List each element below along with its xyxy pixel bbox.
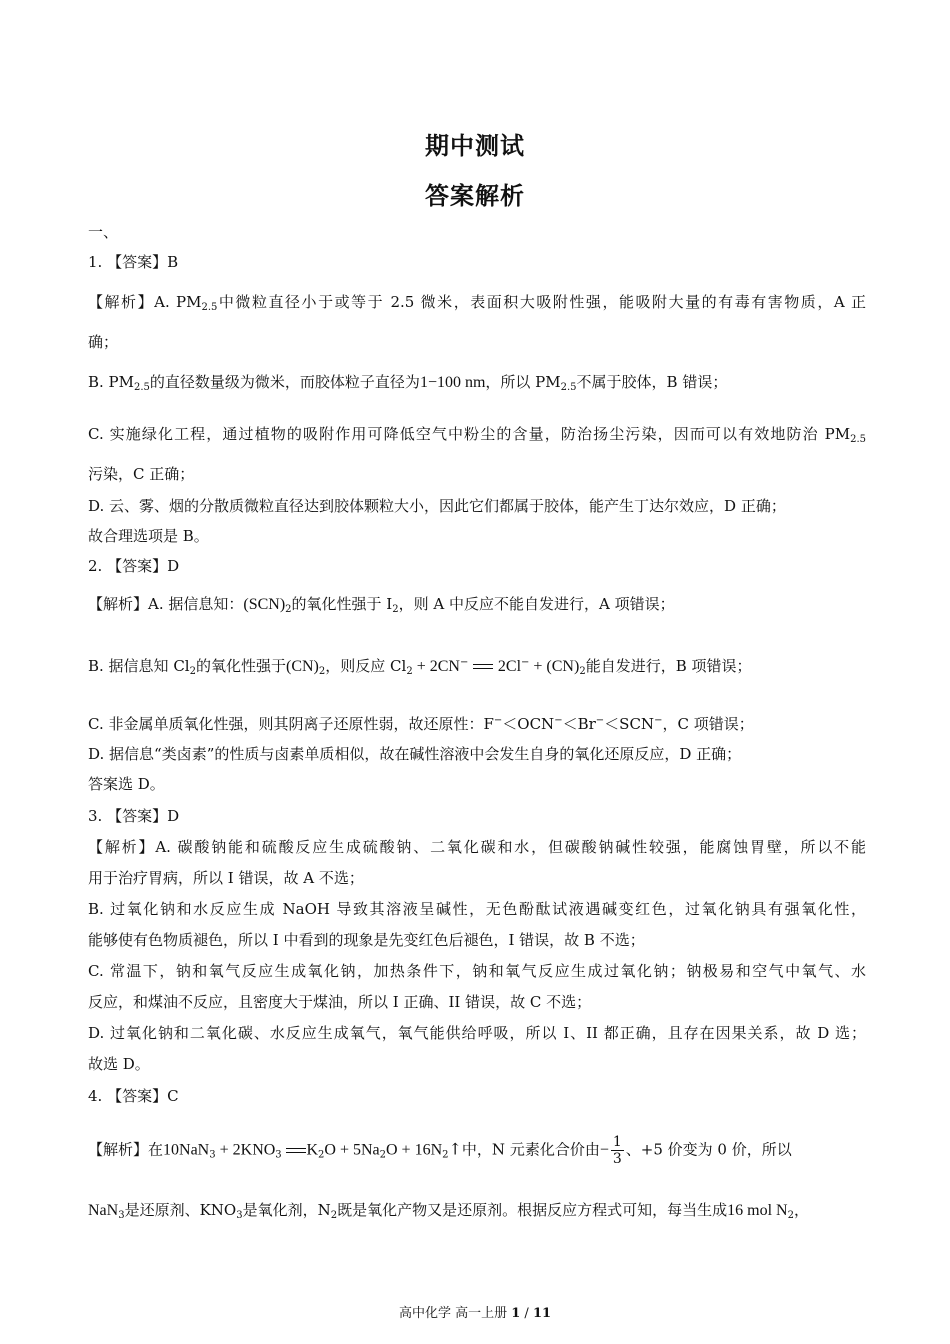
text: 的氧化性强于 I [291,595,393,613]
text: 【解析】在 [88,1140,164,1159]
text: ，则 A 中反应不能自发进行，A 项错误； [398,595,675,613]
q1-analysis-a [88,292,866,312]
q1-analysis-b [88,372,866,393]
q4-answer: 4. 【答案】C [88,1087,179,1105]
text: B. PM [88,373,135,391]
q1-analysis-c-cont: 污染，C 正确； [88,465,195,483]
fraction-denominator: 3 [612,1151,622,1167]
formula: NaN [88,1202,119,1219]
text: 不属于胶体，B 错误； [576,373,728,391]
q1-answer: 1. 【答案】B [88,253,179,271]
text: ＜Br [562,715,596,733]
text: 是氧化剂，N [242,1201,331,1219]
formula: (SCN) [243,596,286,613]
q3-answer: 3. 【答案】D [88,807,180,825]
subscript: 3 [209,1149,216,1161]
page-subtitle: 答案解析 [425,182,525,210]
q2-analysis-b [88,656,866,677]
q2-answer: 2. 【答案】D [88,557,180,575]
formula: 2Cl [497,658,522,675]
formula: O + 16N [386,1141,443,1159]
section-heading: 一、 [88,223,119,241]
equals-sign [286,1146,306,1156]
subscript: 2 [442,1149,449,1161]
text: 【解析】A. 据信息知： [88,595,244,613]
text: 能自发进行，B 项错误； [585,657,752,675]
page-total: 11 [532,1306,552,1321]
minus-sign: − [599,1141,609,1159]
q3-analysis-a2: 用于治疗胃病，所以 I 错误，故 A 不选； [88,869,364,887]
footer-course: 高中化学 高一上册 [398,1306,512,1321]
q1-conclusion: 故合理选项是 B。 [88,527,209,545]
text: ＜OCN [502,715,555,733]
arrow-up-icon: ↑ [448,1139,462,1159]
page-number: 1 [511,1306,521,1321]
subscript: 2.5 [560,382,577,393]
formula: + (CN) [529,658,580,675]
q3-analysis-c2: 反应，和煤油不反应，且密度大于煤油，所以 I 正确、II 错误，故 C 不选； [88,993,592,1011]
q1-analysis-c [88,424,866,444]
subscript: 3 [275,1149,282,1161]
q2-analysis-c [88,714,866,734]
page-separator: / [520,1306,533,1321]
page-title: 期中测试 [425,132,525,160]
formula: + 2CN [412,658,460,675]
text: B. 据信息知 Cl [88,657,190,675]
subscript: 3 [118,1210,125,1221]
text: ，则反应 Cl [325,657,407,675]
q3-analysis-c1: C. 常温下，钠和氧气反应生成氧化钠，加热条件下，钠和氧气反应生成过氧化钠；钠极易和空气中氧气、水 [88,962,866,980]
subscript: 2 [285,604,292,615]
text: 中，N 元素化合价由 [461,1140,600,1159]
fraction [611,1134,624,1167]
subscript: 2 [579,666,586,677]
formula: + 2KNO [215,1141,276,1159]
size-range: 1−100 nm [419,374,486,391]
q3-analysis-d1: D. 过氧化钠和二氧化碳、水反应生成氧气，氧气能供给呼吸，所以 I、II 都正确，且存在因果关系，故 D 选； [88,1024,866,1042]
superscript: − [595,715,605,726]
text: 是还原剂、KNO [124,1201,237,1219]
subscript: 2 [379,1149,386,1161]
superscript: − [493,715,503,726]
subscript: 2 [330,1210,338,1221]
subscript: 2 [318,1149,325,1161]
equals-sign [473,662,493,672]
text: 既是氧化产物又是还原剂。根据反应方程式可知，每当生成 [337,1201,728,1219]
superscript: − [521,657,530,668]
subscript: 3 [236,1210,243,1221]
q3-analysis-b2: 能够使有色物质褪色，所以 I 中看到的现象是先变红色后褪色，I 错误，故 B 不选； [88,931,645,949]
formula: O + 5Na [324,1141,380,1159]
q3-analysis-a1: 【解析】A. 碳酸钠能和硫酸反应生成硫酸钠、二氧化碳和水，但碳酸钠碱性较强，能腐蚀胃壁，所以不能 [88,838,866,856]
text: ＜SCN [604,715,655,733]
text: 【解析】A. PM [88,293,202,311]
subscript: 2 [787,1210,794,1221]
formula: 10NaN [163,1141,210,1159]
text: 、+5 价变为 0 价，所以 [625,1140,792,1159]
q4-analysis-1 [88,1134,866,1167]
subscript: 2 [392,604,399,615]
subscript: 2.5 [201,302,218,313]
text: C. 非金属单质氧化性强，则其阴离子还原性弱，故还原性：F [88,715,494,733]
q4-analysis-2 [88,1200,866,1221]
formula: 16 mol N [727,1202,788,1219]
text: ， [793,1201,809,1219]
q2-analysis-d: D. 据信息“类卤素”的性质与卤素单质相似，故在碱性溶液中会发生自身的氧化还原反应，D 正确； [88,745,742,763]
subscript: 2 [318,666,326,677]
subscript: 2 [406,666,413,677]
subscript: 2 [189,666,196,677]
q2-conclusion: 答案选 D。 [88,775,165,793]
q3-analysis-b1: B. 过氧化钠和水反应生成 NaOH 导致其溶液呈碱性，无色酚酞试液遇碱变红色，过氧化钠具有强氧化性， [88,900,866,918]
subscript: 2.5 [134,382,150,393]
superscript: − [459,657,469,668]
formula: (CN) [286,658,319,675]
q2-analysis-a [88,594,866,615]
q1-analysis-a-cont: 确； [88,333,119,351]
subscript: 2.5 [850,434,866,445]
fraction-numerator: 1 [612,1134,622,1150]
q1-analysis-d: D. 云、雾、烟的分散质微粒直径达到胶体颗粒大小，因此它们都属于胶体，能产生丁达尔效应，D 正确； [88,497,786,515]
superscript: − [554,715,563,726]
text: ，C 项错误； [662,715,754,733]
text: 的氧化性强于 [195,657,286,675]
text: 中微粒直径小于或等于 2.5 微米，表面积大吸附性强，能吸附大量的有毒有害物质，A 正 [217,293,866,311]
text: 的直径数量级为微米，而胶体粒子直径为 [149,373,420,391]
page-footer [0,1302,950,1321]
superscript: − [654,715,663,726]
q3-conclusion: 故选 D。 [88,1055,150,1073]
text: C. 实施绿化工程，通过植物的吸附作用可降低空气中粉尘的含量，防治扬尘污染，因而可以有效地防治 PM [88,425,851,443]
formula: K [306,1141,319,1159]
text: ，所以 PM [485,373,561,391]
